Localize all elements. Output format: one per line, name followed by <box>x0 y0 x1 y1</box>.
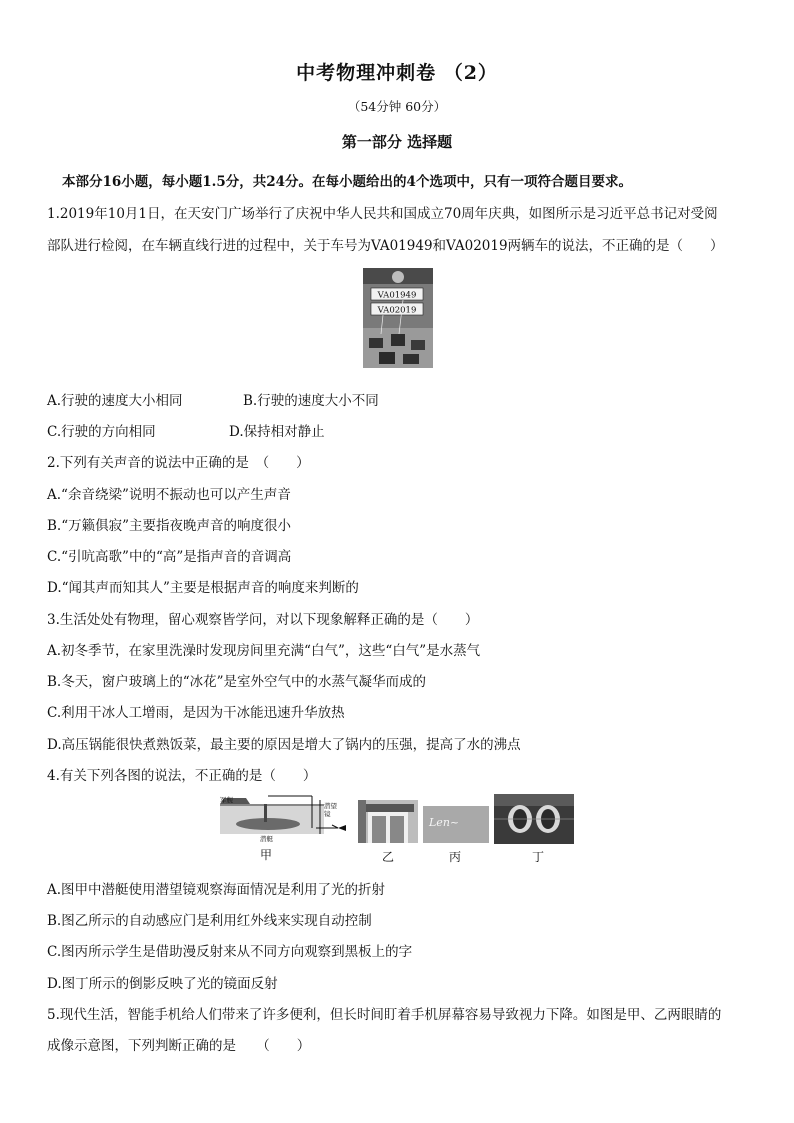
q2-option-b: B.“万籁俱寂”主要指夜晚声音的响度很小 <box>47 518 292 534</box>
q3-option-b: B.冬天，窗户玻璃上的“冰花”是室外空气中的水蒸气凝华而成的 <box>47 674 427 690</box>
figure-label-jia: 甲 <box>260 848 273 862</box>
q5-stem-line1: 5.现代生活，智能手机给人们带来了许多便利，但长时间盯着手机屏幕容易导致视力下降。如图是甲、乙两眼睛的 <box>47 1007 722 1023</box>
reflection-image <box>494 794 574 844</box>
label-periscope-1: 潜望 <box>324 802 337 810</box>
q1-stem-line2: 部队进行检阅，在车辆直线行进的过程中，关于车号为VA01949和VA02019两辆车的说法，不正确的是（ ） <box>47 238 724 254</box>
figure-label-bing: 丙 <box>449 850 462 864</box>
label-periscope-2: 镜 <box>324 810 331 818</box>
q4-option-c: C.图丙所示学生是借助漫反射来从不同方向观察到黑板上的字 <box>47 944 413 960</box>
figure-ding-reflection <box>494 794 574 844</box>
q1-stem-line1: 1.2019年10月1日，在天安门广场举行了庆祝中华人民共和国成立70周年庆典，如图所示是习近平总书记对受阅 <box>47 206 718 222</box>
q2-option-d: D.“闻其声而知其人”主要是根据声音的响度来判断的 <box>47 580 359 596</box>
blackboard-image <box>423 806 489 843</box>
q1-option-c: C.行驶的方向相同 <box>47 424 156 440</box>
q4-option-a: A.图甲中潜艇使用潜望镜观察海面情况是利用了光的折射 <box>47 882 386 898</box>
section-heading: 第一部分 选择题 <box>341 133 453 151</box>
periscope-diagram <box>220 794 350 844</box>
q3-stem: 3.生活处处有物理，留心观察皆学问，对以下现象解释正确的是（ ） <box>47 612 479 628</box>
figure-label-yi: 乙 <box>382 850 395 864</box>
q1-option-b: B.行驶的速度大小不同 <box>243 393 379 409</box>
q3-option-d: D.高压锅能很快煮熟饭菜，最主要的原因是增大了锅内的压强，提高了水的沸点 <box>47 737 521 753</box>
label-submarine: 潜艇 <box>260 835 273 843</box>
figure-bing-blackboard <box>423 806 489 843</box>
q1-option-a: A.行驶的速度大小相同 <box>47 393 183 409</box>
q4-option-d: D.图丁所示的倒影反映了光的镜面反射 <box>47 976 278 992</box>
figure-jia-periscope <box>220 794 350 844</box>
page-title: 中考物理冲刺卷 （2） <box>296 62 498 84</box>
q2-option-a: A.“余音绕梁”说明不振动也可以产生声音 <box>47 487 291 503</box>
plate-label-2: VA02019 <box>377 305 417 316</box>
plate-label-1: VA01949 <box>377 290 417 301</box>
q1-option-d: D.保持相对静止 <box>229 424 325 440</box>
q2-option-c: C.“引吭高歌”中的“高”是指声音的音调高 <box>47 549 292 565</box>
figure-yi-auto-door <box>358 800 418 843</box>
q5-stem-line2: 成像示意图，下列判断正确的是 （ ） <box>47 1038 311 1054</box>
q2-stem: 2.下列有关声音的说法中正确的是 （ ） <box>47 455 310 471</box>
parade-illustration <box>363 268 433 368</box>
section-instructions: 本部分16小题，每小题1.5分，共24分。在每小题给出的4个选项中，只有一项符合题目要求。 <box>62 174 632 190</box>
blackboard-writing: Len~ <box>429 816 460 829</box>
label-ship: 军舰 <box>220 796 233 804</box>
q4-stem: 4.有关下列各图的说法，不正确的是（ ） <box>47 768 317 784</box>
q4-option-b: B.图乙所示的自动感应门是利用红外线来实现自动控制 <box>47 913 372 929</box>
parade-photo <box>363 268 433 368</box>
q3-option-a: A.初冬季节，在家里洗澡时发现房间里充满“白气”，这些“白气”是水蒸气 <box>47 643 481 659</box>
figure-label-ding: 丁 <box>532 850 545 864</box>
exam-duration: （54分钟 60分） <box>347 99 447 114</box>
auto-door-image <box>358 800 418 843</box>
q3-option-c: C.利用干冰人工增雨，是因为干冰能迅速升华放热 <box>47 705 345 721</box>
